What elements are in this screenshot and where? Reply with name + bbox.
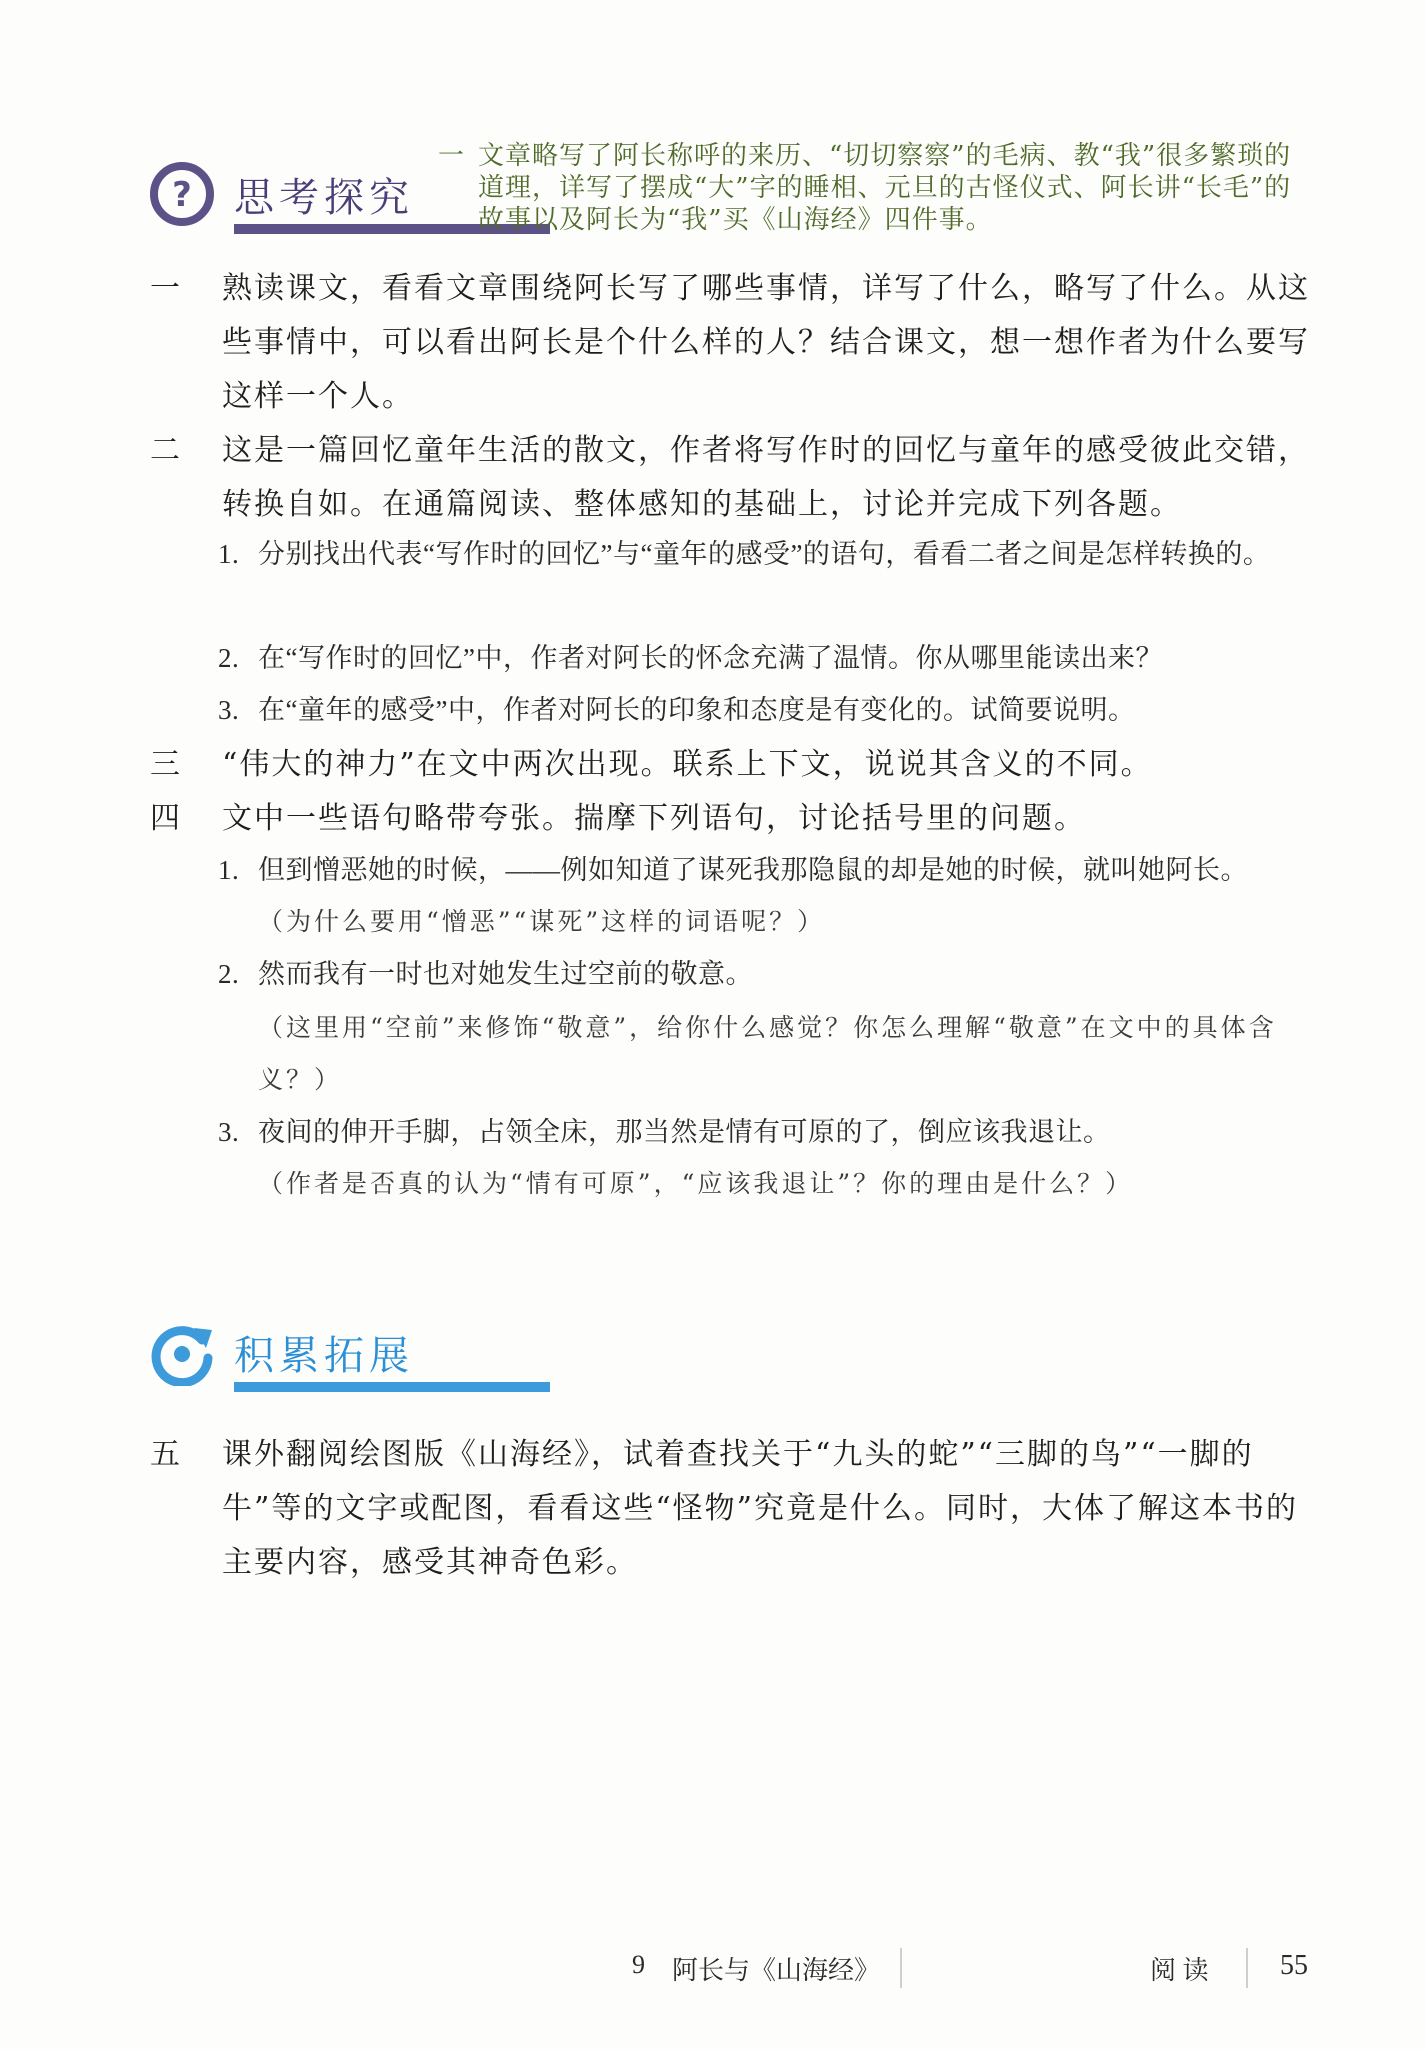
question-4 [150, 792, 1310, 846]
question-circle-icon [148, 160, 216, 228]
section-title-extend: 积累拓展 [234, 1333, 414, 1379]
sub-number: 3. [218, 1117, 240, 1147]
sub-text: 但到憎恶她的时候，——例如知道了谋死我那隐鼠的却是她的时候，就叫她阿长。 [258, 855, 1248, 885]
sub-number: 2. [218, 959, 240, 989]
question-number: 一 [150, 271, 182, 306]
sub-text: 然而我有一时也对她发生过空前的敬意。 [258, 959, 753, 989]
question-text: 文中一些语句略带夸张。揣摩下列语句，讨论括号里的问题。 [222, 801, 1086, 836]
sub-question-4-1 [218, 844, 1310, 896]
question-text: 熟读课文，看看文章围绕阿长写了哪些事情，详写了什么，略写了什么。从这些事情中，可以看出阿长是个什么样的人？结合课文，想一想作者为什么要写这样一个人。 [222, 271, 1310, 414]
note-number: 一 [438, 141, 466, 171]
sub-question-2-2 [218, 632, 1310, 684]
refresh-arrow-icon [148, 1318, 216, 1386]
sub-text: 分别找出代表“写作时的回忆”与“童年的感受”的语句，看看二者之间是怎样转换的。 [258, 539, 1271, 569]
svg-text:?: ? [172, 175, 192, 215]
page-number: 55 [1280, 1950, 1308, 1981]
section-title-explore: 思考探究 [234, 175, 414, 221]
sub-number: 3. [218, 695, 240, 725]
hint-4-3: （作者是否真的认为“情有可原”，“应该我退让”？你的理由是什么？） [258, 1169, 1134, 1198]
question-5 [150, 1428, 1310, 1590]
note-text: 文章略写了阿长称呼的来历、“切切察察”的毛病、教“我”很多繁琐的道理，详写了摆成“大”字的睡相、元旦的古怪仪式、阿长讲“长毛”的故事以及阿长为“我”买《山海经》四件事。 [478, 141, 1292, 235]
question-3 [150, 738, 1310, 792]
section-header-explore [148, 160, 448, 250]
question-number: 五 [150, 1437, 182, 1472]
footer-divider [1246, 1948, 1248, 1988]
footer-divider [900, 1948, 902, 1988]
footer-lesson-number: 9 [632, 1950, 645, 1979]
sub-question-4-2 [218, 948, 1310, 1000]
sub-question-4-3 [218, 1106, 1310, 1158]
sub-number: 1. [218, 855, 240, 885]
question-text: 课外翻阅绘图版《山海经》，试着查找关于“九头的蛇”“三脚的鸟”“一脚的牛”等的文字或配图，看看这些“怪物”究竟是什么。同时，大体了解这本书的主要内容，感受其神奇色彩。 [222, 1437, 1299, 1580]
section-underline-extend [234, 1382, 550, 1392]
sub-number: 1. [218, 539, 240, 569]
hint-4-2: （这里用“空前”来修饰“敬意”，给你什么感觉？你怎么理解“敬意”在文中的具体含义？） [258, 1013, 1277, 1094]
question-text: “伟大的神力”在文中两次出现。联系上下文，说说其含义的不同。 [222, 747, 1153, 782]
question-1 [150, 262, 1310, 424]
sub-number: 2. [218, 643, 240, 673]
question-number: 三 [150, 747, 182, 782]
sub-text: 夜间的伸开手脚，占领全床，那当然是情有可原的了，倒应该我退让。 [258, 1117, 1111, 1147]
question-number: 二 [150, 433, 182, 468]
question-number: 四 [150, 801, 182, 836]
footer-lesson-title: 阿长与《山海经》 [672, 1956, 881, 1985]
hint-4-1: （为什么要用“憎恶”“谋死”这样的词语呢？） [258, 907, 826, 936]
question-2 [150, 424, 1310, 532]
question-text: 这是一篇回忆童年生活的散文，作者将写作时的回忆与童年的感受彼此交错，转换自如。在通篇阅读、整体感知的基础上，讨论并完成下列各题。 [222, 433, 1310, 522]
sub-text: 在“写作时的回忆”中，作者对阿长的怀念充满了温情。你从哪里能读出来？ [258, 643, 1163, 673]
sub-question-2-1 [218, 528, 1310, 580]
margin-note [438, 140, 1298, 236]
sub-text: 在“童年的感受”中，作者对阿长的印象和态度是有变化的。试简要说明。 [258, 695, 1136, 725]
footer-unit: 阅 读 [1150, 1956, 1209, 1985]
section-header-extend [148, 1318, 448, 1408]
sub-question-2-3 [218, 684, 1310, 736]
